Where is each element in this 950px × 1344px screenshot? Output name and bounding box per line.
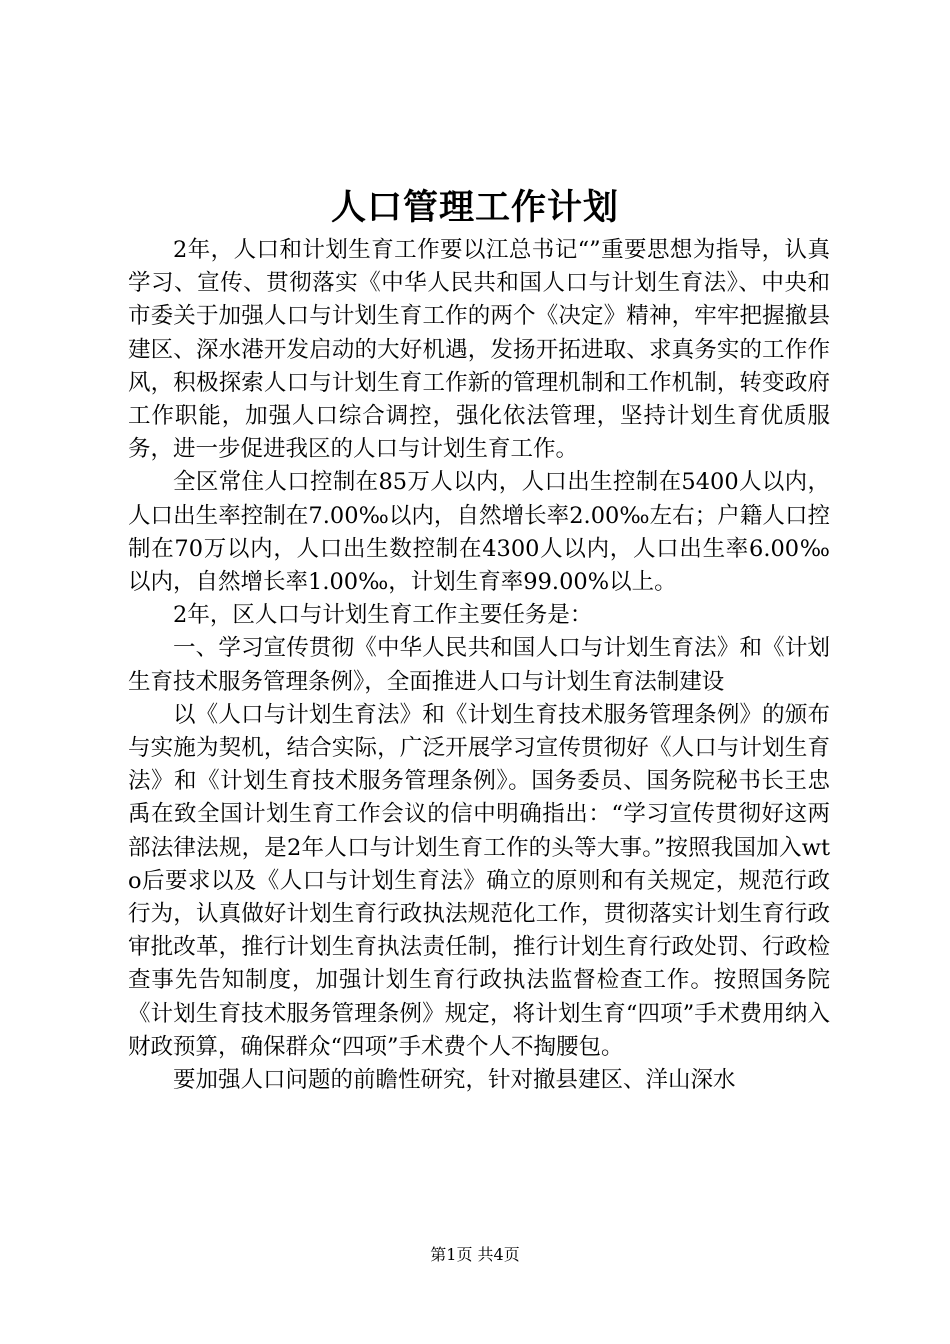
paragraph: 2年，区人口与计划生育工作主要任务是：	[173, 602, 593, 629]
paragraph: 全区常住人口控制在85万人以内，人口出生控制在5400人以内，人口出生率控制在7.00‰以内，自然增长率2.00‰左右；户籍人口控制在70万以内，人口出生数控制在4300人以内，人口出生率6.00‰以内，自然增长率1.00‰，计划生育率99.00%以上。	[128, 469, 830, 596]
document-body	[128, 234, 830, 1097]
paragraph: 2年，人口和计划生育工作要以江总书记“”重要思想为指导，认真学习、宣传、贯彻落实《中华人民共和国人口与计划生育法》、中央和市委关于加强人口与计划生育工作的两个《决定》精神，牢牢把握撤县建区、深水港开发启动的大好机遇，发扬开拓进取、求真务实的工作作风，积极探索人口与计划生育工作新的管理机制和工作机制，转变政府工作职能，加强人口综合调控，强化依法管理，坚持计划生育优质服务，进一步促进我区的人口与计划生育工作。	[128, 237, 830, 463]
paragraph: 一、学习宣传贯彻《中华人民共和国人口与计划生育法》和《计划生育技术服务管理条例》，全面推进人口与计划生育法制建设	[128, 635, 830, 695]
paragraph: 要加强人口问题的前瞻性研究，针对撤县建区、洋山深水	[173, 1067, 736, 1094]
page-title: 人口管理工作计划	[330, 187, 619, 228]
paragraph: 以《人口与计划生育法》和《计划生育技术服务管理条例》的颁布与实施为契机，结合实际，广泛开展学习宣传贯彻好《人口与计划生育法》和《计划生育技术服务管理条例》。国务委员、国务院秘书长王忠禹在致全国计划生育工作会议的信中明确指出：“学习宣传贯彻好这两部法律法规，是2年人口与计划生育工作的头等大事。”按照我国加入wto后要求以及《人口与计划生育法》确立的原则和有关规定，规范行政行为，认真做好计划生育行政执法规范化工作，贯彻落实计划生育行政审批改革，推行计划生育执法责任制，推行计划生育行政处罚、行政检查事先告知制度，加强计划生育行政执法监督检查工作。按照国务院《计划生育技术服务管理条例》规定，将计划生育“四项”手术费用纳入财政预算，确保群众“四项”手术费个人不掏腰包。	[128, 701, 830, 1060]
page-footer: 第1页 共4页	[430, 1245, 520, 1264]
